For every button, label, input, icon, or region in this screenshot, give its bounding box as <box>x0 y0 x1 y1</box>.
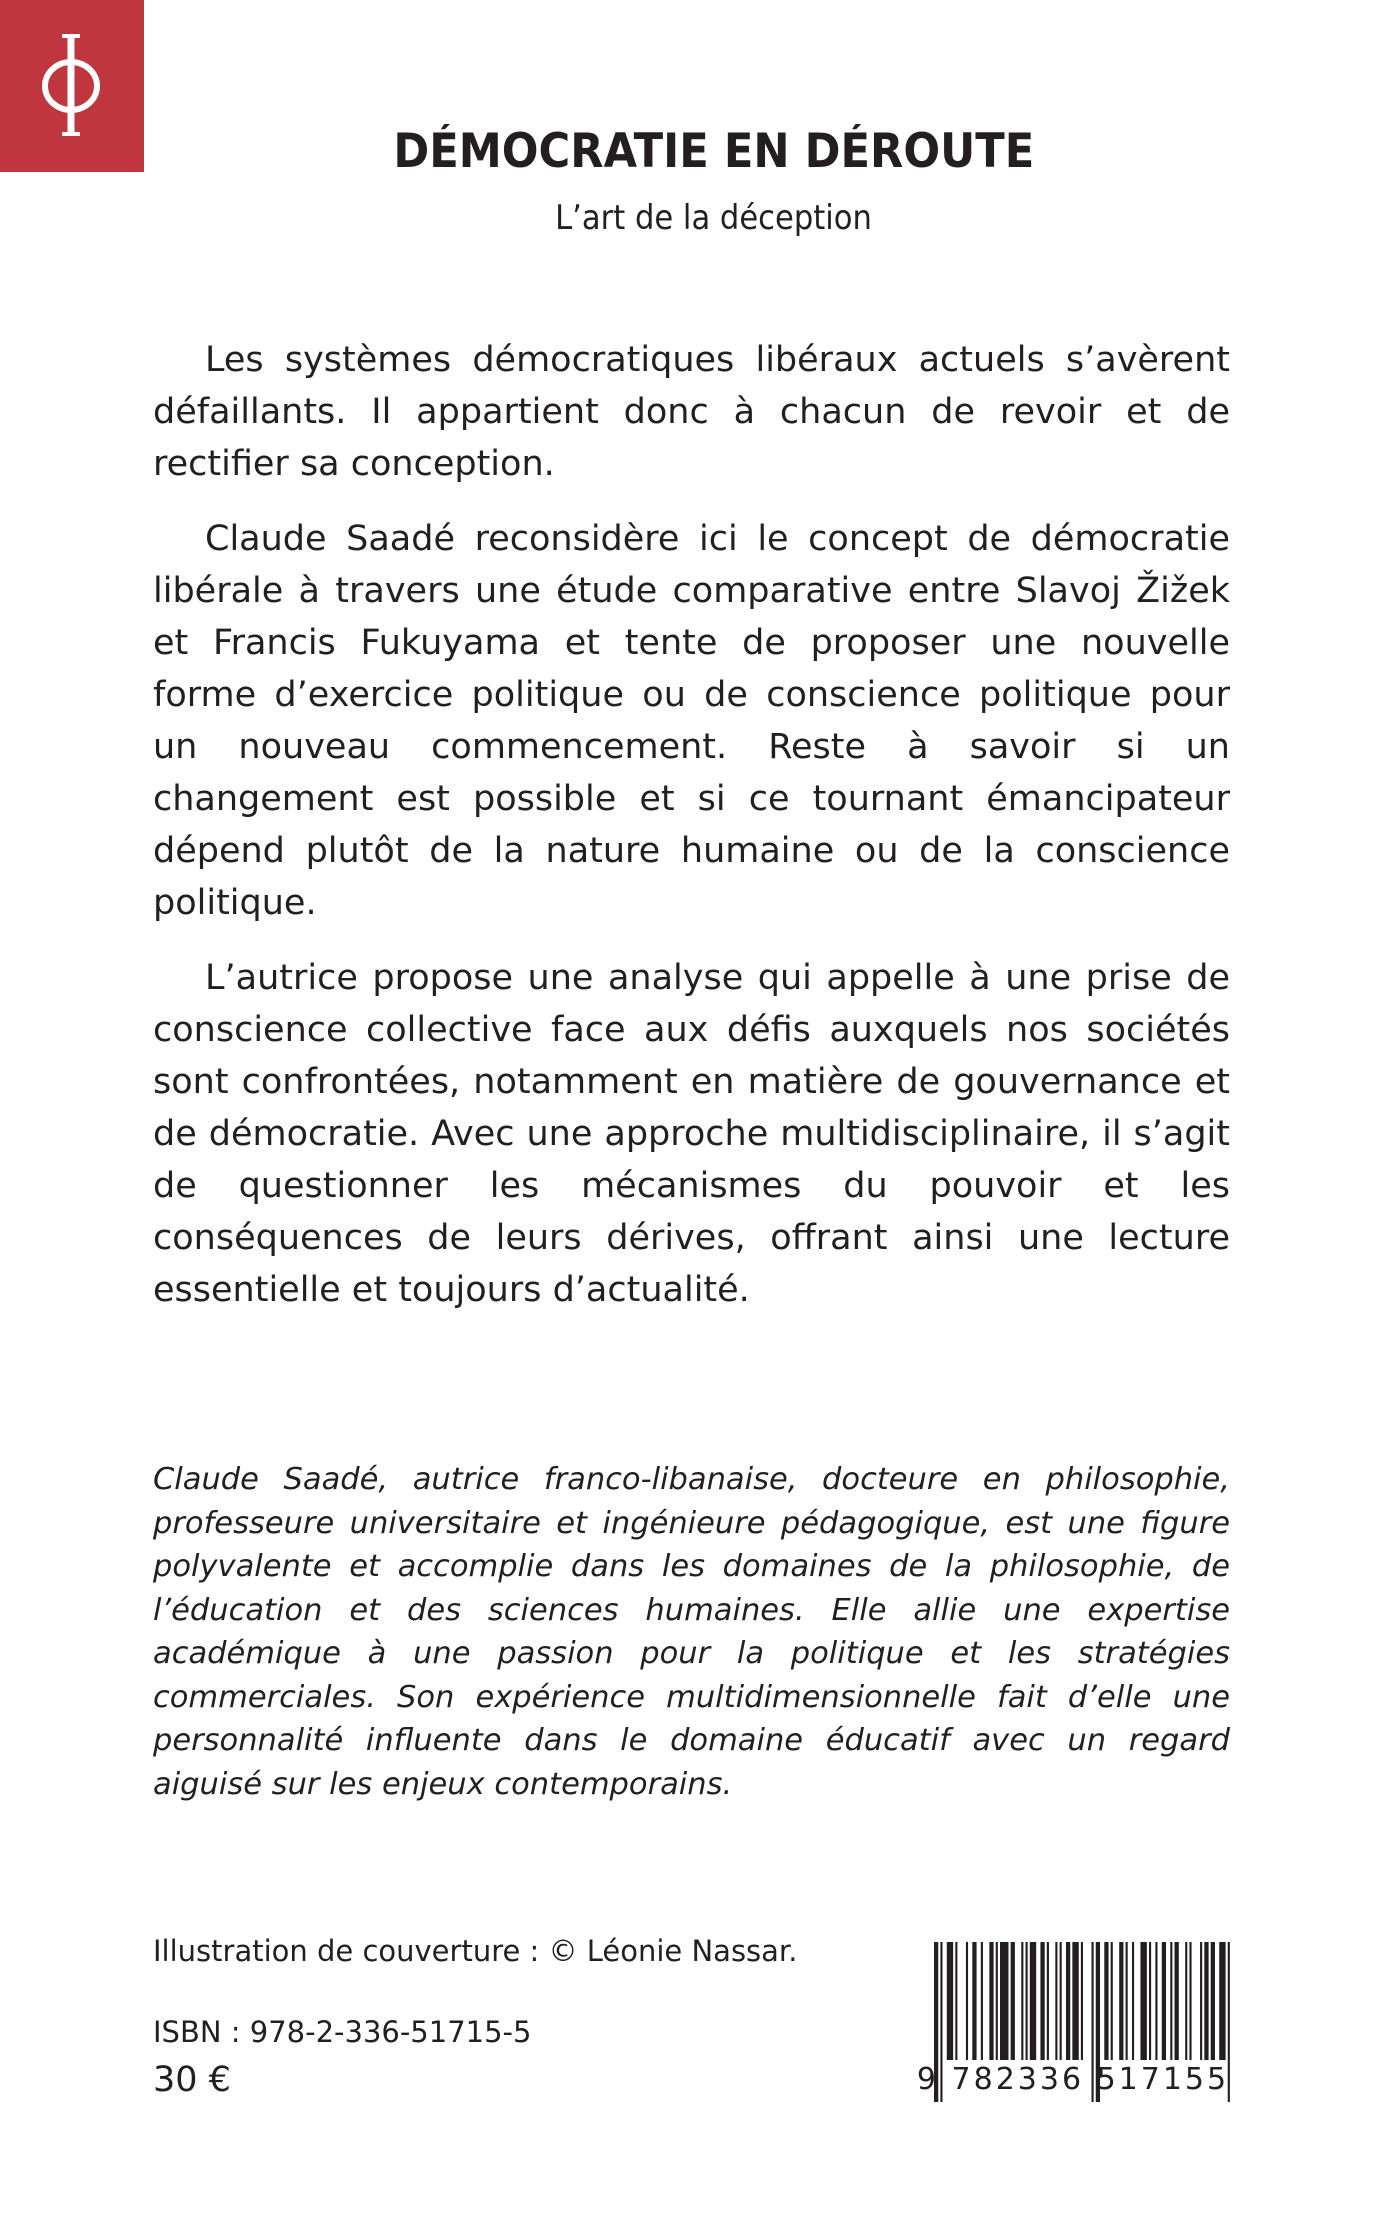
barcode-bar <box>972 1942 976 2060</box>
barcode-bar <box>1132 1942 1134 2060</box>
isbn: ISBN : 978-2-336-51715-5 <box>153 2015 532 2049</box>
barcode-bar <box>1170 1942 1172 2060</box>
barcode-bar <box>1055 1942 1057 2060</box>
barcode-bar <box>1204 1942 1208 2060</box>
barcode-bar <box>1140 1942 1146 2060</box>
blurb-paragraph-3: L’autrice propose une analyse qui appelle à une prise de conscience collective face aux défis auxquels nos sociétés sont confrontées, notamment en matière de gouvernance et de démocratie. Avec une approche multidisciplinaire, il s’agit de questionner les mécanismes du pouvoir et les conséquences de leurs dérives, offrant ainsi une lecture essentielle et toujours d’actualité. <box>153 958 1230 1310</box>
barcode-bar <box>1189 1942 1191 2060</box>
barcode-bar <box>1126 1942 1128 2060</box>
barcode-bar <box>1030 1942 1036 2060</box>
barcode-bar <box>1040 1942 1044 2060</box>
barcode-bar <box>981 1942 983 2060</box>
blurb-paragraph-1: Les systèmes démocratiques libéraux actuels s’avèrent défaillants. Il appartient donc à chacun de revoir et de rectifier sa conception. <box>153 340 1230 484</box>
barcode-bar <box>1175 1942 1179 2060</box>
author-name: Claude Saadé <box>153 1462 379 1497</box>
barcode-bar <box>966 1942 968 2060</box>
barcode-bar <box>1021 1942 1023 2060</box>
barcode-bar <box>1104 1942 1108 2060</box>
barcode-bar <box>1072 1942 1078 2060</box>
barcode-bar <box>1011 1942 1015 2060</box>
barcode-bar <box>1155 1942 1157 2060</box>
barcode-bar <box>1047 1942 1049 2060</box>
barcode-bar <box>1149 1942 1151 2060</box>
blurb-paragraph-2: Claude Saadé reconsidère ici le concept de démocratie libérale à travers une étude comparative entre Slavoj Žižek et Francis Fukuyama et tente de proposer une nouvelle forme d’exercice politique ou de conscience politique pour un nouveau commencement. Reste à savoir si un changement est possible et si ce tournant émancipateur dépend plutôt de la nature humaine ou de la conscience politique. <box>153 519 1230 923</box>
barcode-bar <box>1111 1942 1113 2060</box>
barcode-bar <box>1066 1942 1070 2060</box>
author-bio <box>153 1458 1230 1806</box>
barcode-bar <box>1000 1942 1009 2060</box>
book-title: DÉMOCRATIE EN DÉROUTE <box>393 124 1035 179</box>
blurb <box>153 334 1230 1339</box>
barcode-bar <box>1026 1942 1028 2060</box>
barcode-bar <box>947 1942 953 2060</box>
barcode-bar <box>1060 1942 1062 2060</box>
barcode-bar <box>1200 1942 1202 2060</box>
barcode-digits: 9 782336 517155 <box>916 2062 1230 2097</box>
price: 30 € <box>153 2060 231 2100</box>
barcode-bar <box>1119 1942 1123 2060</box>
barcode-bar <box>1162 1942 1166 2060</box>
barcode-bar <box>955 1942 957 2060</box>
barcode-bar <box>1081 1942 1083 2060</box>
cover-credit: Illustration de couverture : © Léonie Nassar. <box>153 1934 798 1968</box>
barcode-bar <box>1211 1942 1215 2060</box>
barcode-bar <box>1219 1942 1225 2060</box>
barcode-bar <box>1185 1942 1187 2060</box>
book-subtitle: L’art de la déception <box>555 198 872 238</box>
barcode-bar <box>989 1942 993 2060</box>
barcode-bar <box>996 1942 998 2060</box>
author-bio-text: , autrice franco-libanaise, docteure en philosophie, professeure universitaire et ingénieure pédagogique, est une figure polyvalente et accomplie dans les domaines de la philosophie, de l’éducation et des sciences humaines. Elle allie une expertise académique à une passion pour la politique et les stratégies commerciales. Son expérience multidimensionnelle fait d’elle une personnalité influente dans le domaine éducatif avec un regard aiguisé sur les enjeux contemporains. <box>153 1462 1230 1802</box>
